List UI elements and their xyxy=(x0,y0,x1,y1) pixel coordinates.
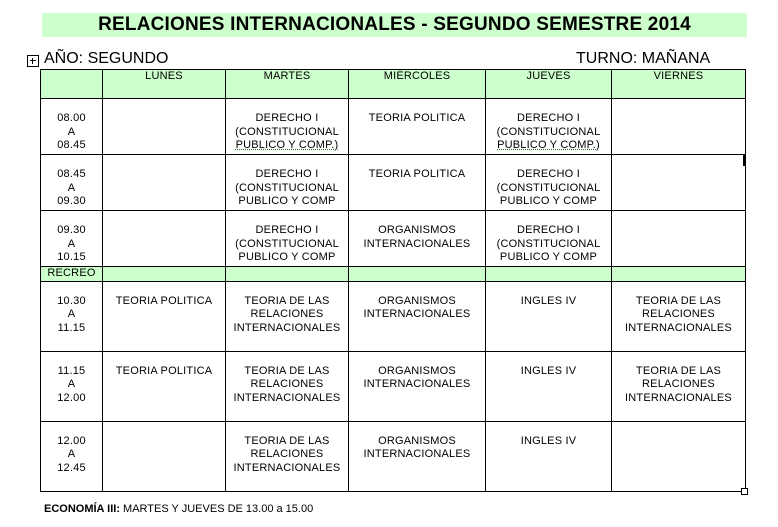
recess-cell xyxy=(612,267,746,282)
class-name xyxy=(226,211,348,265)
cell-line: A xyxy=(67,181,76,194)
time-range xyxy=(41,155,102,209)
recess-cell xyxy=(103,267,226,282)
class-name xyxy=(349,155,485,182)
class-cell-lunes[interactable] xyxy=(103,421,226,491)
class-name xyxy=(349,99,485,126)
class-cell-miercoles[interactable] xyxy=(349,99,486,155)
class-cell-miercoles[interactable] xyxy=(349,421,486,491)
class-name xyxy=(349,211,485,251)
cell-line: TEORIA DE LAS xyxy=(244,294,330,307)
cell-line: A xyxy=(67,125,76,138)
cell-line: INTERNACIONALES xyxy=(233,461,341,474)
class-name xyxy=(103,352,225,379)
cell-line: TEORIA DE LAS xyxy=(635,364,722,377)
class-cell-miercoles[interactable] xyxy=(349,281,486,351)
class-name xyxy=(103,282,225,309)
cell-edge-marker xyxy=(743,154,745,166)
recess-cell xyxy=(486,267,612,282)
time-cell xyxy=(41,155,103,211)
time-range xyxy=(41,352,102,406)
cell-line: 12.45 xyxy=(57,461,86,474)
cell-line: DERECHO I xyxy=(517,224,580,236)
class-cell-martes[interactable] xyxy=(226,281,349,351)
shift-label: TURNO: MAÑANA xyxy=(576,50,711,67)
cell-line: 09.30 xyxy=(57,224,86,236)
cell-line: INGLES IV xyxy=(520,294,577,307)
class-name xyxy=(103,99,225,112)
time-slot-row xyxy=(41,99,746,155)
cell-line: 11.15 xyxy=(57,321,86,334)
cell-line: 09.30 xyxy=(57,195,86,207)
class-name xyxy=(486,99,611,153)
cell-line: 11.15 xyxy=(57,364,86,377)
cell-line: RELACIONES xyxy=(250,378,324,390)
class-cell-martes[interactable] xyxy=(226,155,349,211)
cell-line: INTERNACIONALES xyxy=(363,237,471,250)
class-name xyxy=(612,155,745,168)
class-name xyxy=(486,155,611,209)
footer-course: ECONOMÍA III: xyxy=(44,503,120,515)
class-name xyxy=(612,99,745,112)
cell-line: INTERNACIONALES xyxy=(625,321,732,334)
year-label: AÑO: SEGUNDO xyxy=(44,50,169,67)
header-row xyxy=(41,70,746,99)
class-cell-viernes[interactable] xyxy=(612,99,746,155)
class-name xyxy=(349,352,485,392)
class-name xyxy=(103,211,225,224)
footer-schedule: MARTES Y JUEVES DE 13.00 a 15.00 xyxy=(123,503,314,515)
time-slot-row xyxy=(41,211,746,267)
cell-line: (CONSTITUCIONAL xyxy=(496,237,601,250)
cell-line: TEORIA POLITICA xyxy=(115,294,213,307)
cell-line: 12.00 xyxy=(57,391,86,404)
cell-line: 10.30 xyxy=(57,294,86,307)
resize-handle[interactable] xyxy=(741,488,748,495)
class-name xyxy=(349,282,485,322)
class-cell-martes[interactable] xyxy=(226,99,349,155)
class-name xyxy=(226,282,348,336)
day-header-martes: MARTES xyxy=(226,70,349,99)
cell-line: DERECHO I xyxy=(517,168,580,180)
class-name xyxy=(226,155,348,209)
class-name xyxy=(349,422,485,462)
cell-line: PUBLICO Y COMP.) xyxy=(497,139,600,151)
cell-line: ORGANISMOS xyxy=(378,364,456,377)
cell-line: INTERNACIONALES xyxy=(233,321,341,334)
cell-line: INTERNACIONALES xyxy=(363,308,471,320)
cell-line: PUBLICO Y COMP xyxy=(238,251,336,263)
time-cell xyxy=(41,421,103,491)
class-cell-lunes[interactable] xyxy=(103,99,226,155)
cell-line: 08.45 xyxy=(57,139,86,151)
cell-line: INTERNACIONALES xyxy=(363,448,471,460)
cell-line: RELACIONES xyxy=(642,378,715,390)
class-name xyxy=(612,422,745,435)
time-cell xyxy=(41,99,103,155)
cell-line: ORGANISMOS xyxy=(378,224,456,236)
day-header-jueves: JUEVES xyxy=(486,70,612,99)
class-name xyxy=(226,422,348,476)
corner-cell xyxy=(41,70,103,99)
class-cell-jueves[interactable] xyxy=(486,351,612,421)
class-name xyxy=(612,211,745,224)
cell-line: PUBLICO Y COMP xyxy=(499,251,598,263)
time-range xyxy=(41,422,102,476)
time-slot-row xyxy=(41,421,746,491)
cell-line: INTERNACIONALES xyxy=(625,391,732,404)
class-cell-lunes[interactable] xyxy=(103,281,226,351)
class-cell-miercoles[interactable] xyxy=(349,351,486,421)
recess-cell xyxy=(226,267,349,282)
recess-label: RECREO xyxy=(41,267,103,282)
class-cell-martes[interactable] xyxy=(226,421,349,491)
day-header-viernes: VIERNES xyxy=(612,70,746,99)
class-cell-viernes[interactable] xyxy=(612,155,746,211)
cell-line: 08.45 xyxy=(57,168,86,180)
cell-line: TEORIA POLITICA xyxy=(368,112,466,124)
time-slot-row xyxy=(41,281,746,351)
class-cell-lunes[interactable] xyxy=(103,351,226,421)
time-range xyxy=(41,282,102,336)
class-name xyxy=(103,422,225,435)
class-name xyxy=(103,155,225,168)
class-cell-viernes[interactable] xyxy=(612,351,746,421)
cell-line: DERECHO I xyxy=(517,112,580,124)
class-name xyxy=(226,99,348,153)
class-cell-martes[interactable] xyxy=(226,211,349,267)
time-slot-row xyxy=(41,155,746,211)
cell-line: INTERNACIONALES xyxy=(233,391,341,404)
cell-line: TEORIA DE LAS xyxy=(635,294,722,307)
cell-line: ORGANISMOS xyxy=(378,434,456,447)
class-cell-miercoles[interactable] xyxy=(349,155,486,211)
class-name xyxy=(486,282,611,309)
class-cell-jueves[interactable] xyxy=(486,281,612,351)
cell-line: TEORIA POLITICA xyxy=(115,364,213,377)
day-header-miercoles: MIÉRCOLES xyxy=(349,70,486,99)
cell-line: RELACIONES xyxy=(250,448,324,460)
cell-line: INTERNACIONALES xyxy=(363,378,471,390)
class-name xyxy=(486,211,611,265)
cell-line: DERECHO I xyxy=(255,112,319,124)
day-header-lunes: LUNES xyxy=(103,70,226,99)
cell-line: (CONSTITUCIONAL xyxy=(235,181,339,194)
time-cell xyxy=(41,281,103,351)
class-name xyxy=(486,352,611,379)
cell-line: 12.00 xyxy=(57,434,86,447)
schedule-table xyxy=(40,69,746,492)
class-name xyxy=(486,422,611,449)
cell-line: TEORIA DE LAS xyxy=(244,434,330,447)
time-slot-row xyxy=(41,351,746,421)
time-cell xyxy=(41,351,103,421)
expand-plus-icon[interactable] xyxy=(27,55,39,67)
class-cell-lunes[interactable] xyxy=(103,155,226,211)
cell-line: (CONSTITUCIONAL xyxy=(235,125,339,138)
cell-line: (CONSTITUCIONAL xyxy=(496,181,601,194)
class-name xyxy=(226,352,348,406)
cell-line: A xyxy=(67,448,76,460)
time-cell xyxy=(41,211,103,267)
cell-line: INGLES IV xyxy=(520,434,577,447)
cell-line: PUBLICO Y COMP.) xyxy=(235,139,339,151)
page-title: RELACIONES INTERNACIONALES - SEGUNDO SEMESTRE 2014 xyxy=(42,13,747,37)
class-cell-viernes[interactable] xyxy=(612,281,746,351)
class-cell-jueves[interactable] xyxy=(486,211,612,267)
cell-line: RELACIONES xyxy=(642,308,715,320)
class-cell-jueves[interactable] xyxy=(486,155,612,211)
class-cell-lunes[interactable] xyxy=(103,211,226,267)
cell-line: 08.00 xyxy=(57,112,86,124)
footer-note xyxy=(44,503,313,516)
cell-line: PUBLICO Y COMP xyxy=(238,195,336,207)
cell-line: A xyxy=(67,308,76,320)
time-range xyxy=(41,211,102,265)
cell-line: (CONSTITUCIONAL xyxy=(496,125,601,138)
cell-line: (CONSTITUCIONAL xyxy=(235,237,339,250)
cell-line: DERECHO I xyxy=(255,168,319,180)
cell-line: 10.15 xyxy=(57,251,86,263)
cell-line: A xyxy=(67,378,76,390)
time-range xyxy=(41,99,102,153)
cell-line: TEORIA DE LAS xyxy=(244,364,330,377)
class-cell-jueves[interactable] xyxy=(486,99,612,155)
cell-line: DERECHO I xyxy=(255,224,319,236)
class-cell-martes[interactable] xyxy=(226,351,349,421)
cell-line: INGLES IV xyxy=(520,364,577,377)
class-cell-viernes[interactable] xyxy=(612,211,746,267)
class-cell-jueves[interactable] xyxy=(486,421,612,491)
cell-line: A xyxy=(67,237,76,250)
recess-row xyxy=(41,267,746,282)
class-cell-viernes[interactable] xyxy=(612,421,746,491)
class-name xyxy=(612,352,745,406)
cell-line: PUBLICO Y COMP xyxy=(499,195,598,207)
recess-cell xyxy=(349,267,486,282)
class-cell-miercoles[interactable] xyxy=(349,211,486,267)
class-name xyxy=(612,282,745,336)
cell-line: RELACIONES xyxy=(250,308,324,320)
cell-line: TEORIA POLITICA xyxy=(368,168,466,180)
cell-line: ORGANISMOS xyxy=(378,294,456,307)
